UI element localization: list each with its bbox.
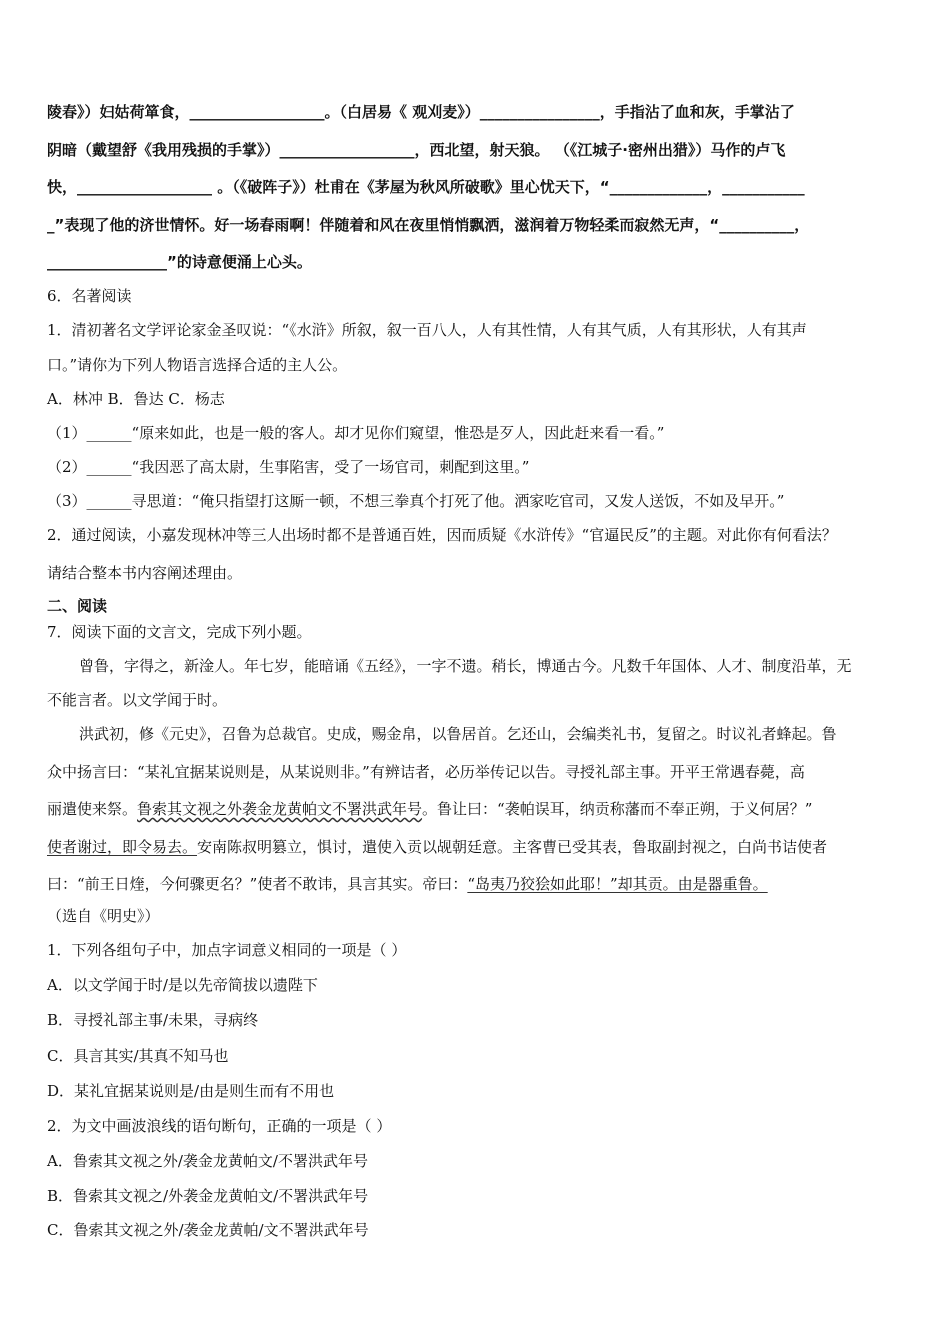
- quote-3: （3）______寻思道：“俺只指望打这厮一顿，不想三拳真个打死了他。洒家吃官司，又发人送饭，不如及早开。”: [47, 492, 785, 510]
- underlined-sentence-2: “岛夷乃狡狯如此耶！”却其贡。由是器重鲁。: [467, 875, 768, 893]
- passage-text: 曰：“前王日煃，今何骤更名？”使者不敢讳，具言其实。帝曰：: [47, 875, 468, 893]
- mc2-option-a: A．鲁索其文视之外/袭金龙黄帕文/不署洪武年号: [47, 1152, 368, 1170]
- poetry-line-5: ________________”的诗意便涌上心头。: [47, 253, 312, 271]
- poetry-line-4: _”表现了他的济世情怀。好一场春雨啊！伴随着和风在夜里悄悄飘洒，滋润着万物轻柔而寂然无声，“__________，: [47, 216, 810, 234]
- passage-p1-line-1: 曾鲁，字得之，新淦人。年七岁，能暗诵《五经》，一字不遗。稍长，博通古今。凡数千年国体、人才、制度沿革，无: [79, 657, 852, 675]
- question-6-1-text: 1．清初著名文学评论家金圣叹说：“《水浒》所叙，叙一百八人，人有其性情，人有其气质，人有其形状，人有其声: [47, 321, 807, 339]
- quote-1: （1）______“原来如此，也是一般的客人。却才见你们窥望，惟恐是歹人，因此赶来看一看。”: [47, 424, 665, 442]
- section-heading-reading: 二、阅读: [47, 597, 108, 615]
- mc2-option-c: C．鲁索其文视之外/袭金龙黄帕/文不署洪武年号: [47, 1221, 369, 1239]
- passage-text: 丽遣使来祭。: [47, 800, 138, 818]
- mc1-option-c: C．具言其实/其真不知马也: [47, 1047, 229, 1065]
- question-6-2-text-cont: 请结合整本书内容阐述理由。: [47, 564, 243, 582]
- mc2-option-b: B．鲁索其文视之/外袭金龙黄帕文/不署洪武年号: [47, 1187, 369, 1205]
- poetry-line-2: 阴暗（戴望舒《我用残损的手掌》）__________________，西北望，射天狼。 （《江城子·密州出猎》）马作的卢飞: [47, 141, 786, 159]
- question-6-1-text-cont: 口。”请你为下列人物语言选择合适的主人公。: [47, 356, 348, 374]
- mc2-stem: 2．为文中画波浪线的语句断句，正确的一项是（ ）: [47, 1117, 392, 1135]
- character-options: A．林冲 B．鲁达 C．杨志: [47, 390, 225, 408]
- poetry-line-3: 快，__________________ 。（《破阵子》）杜甫在《茅屋为秋风所破歌》里心忧天下，“_____________，___________: [47, 178, 805, 196]
- quote-2: （2）______“我因恶了高太尉，生事陷害，受了一场官司，刺配到这里。”: [47, 458, 530, 476]
- mc1-option-b: B．寻授礼部主事/未果，寻病终: [47, 1011, 259, 1029]
- passage-p2-line-4: [47, 837, 910, 857]
- question-6-title: 6．名著阅读: [47, 287, 132, 305]
- passage-p1-line-2: 不能言者。以文学闻于时。: [47, 691, 228, 709]
- poetry-line-1: 陵春》）妇姑荷箪食，__________________。（白居易《 观刈麦》）________________，手指沾了血和灰，手掌沾了: [47, 103, 795, 121]
- passage-source: （选自《明史》）: [47, 907, 160, 925]
- question-6-2-text: 2．通过阅读，小嘉发现林冲等三人出场时都不是普通百姓，因而质疑《水浒传》“官逼民反”的主题。对此你有何看法？: [47, 526, 837, 544]
- wavy-underlined-sentence: 鲁索其文视之外袭金龙黄帕文不署洪武年号: [137, 800, 423, 818]
- passage-p2-line-2: 众中扬言曰：“某礼宜据某说则是，从某说则非。”有辨诘者，必历举传记以告。寻授礼部主事。开平王常遇春薨，高: [47, 763, 805, 781]
- passage-p2-line-1: 洪武初，修《元史》，召鲁为总裁官。史成，赐金帛，以鲁居首。乞还山，会编类礼书，复留之。时议礼者蜂起。鲁: [79, 725, 837, 743]
- underlined-sentence-1: 使者谢过，即令易去。: [47, 838, 198, 856]
- passage-text: 安南陈叔明篡立，惧讨，遣使入贡以觇朝廷意。主客曹已受其表，鲁取副封视之，白尚书诘使者: [197, 838, 828, 856]
- mc1-option-d: D．某礼宜据某说则是/由是则生而有不用也: [47, 1082, 335, 1100]
- passage-p2-line-5: [47, 874, 910, 894]
- passage-p2-line-3: [47, 799, 910, 819]
- passage-text: 。鲁让曰：“袭帕误耳，纳贡称藩而不奉正朔，于义何居？”: [422, 800, 813, 818]
- mc1-option-a: A．以文学闻于时/是以先帝简拔以遗陛下: [47, 976, 318, 994]
- question-7-intro: 7．阅读下面的文言文，完成下列小题。: [47, 623, 312, 641]
- mc1-stem: 1．下列各组句子中，加点字词意义相同的一项是（ ）: [47, 941, 407, 959]
